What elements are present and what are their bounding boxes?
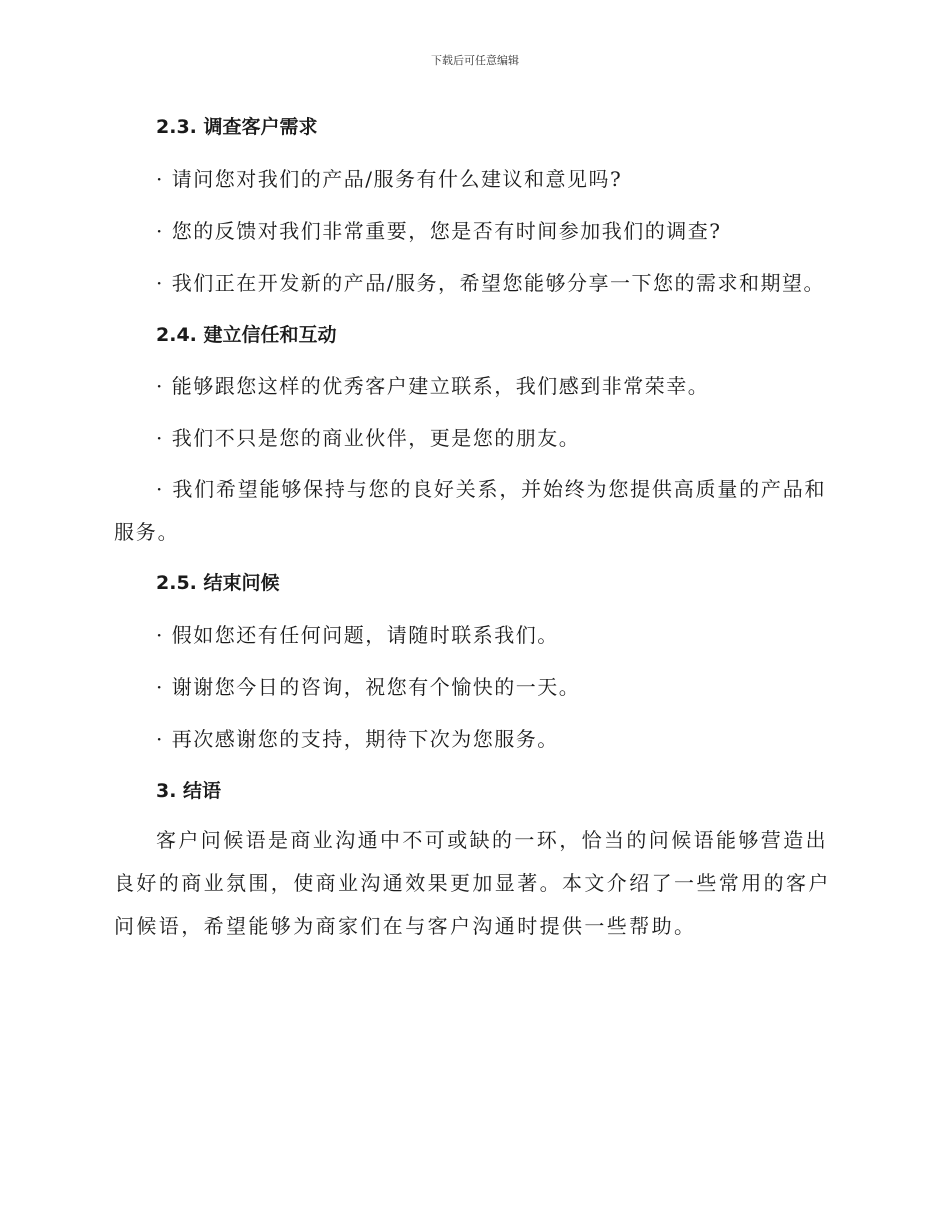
conclusion-paragraph: 客户问候语是商业沟通中不可或缺的一环，恰当的问候语能够营造出良好的商业氛围，使商业沟通效果更加显著。本文介绍了一些常用的客户问候语，希望能够为商家们在与客户沟通时提供一些帮助。: [114, 828, 831, 938]
bullet-item: · 能够跟您这样的优秀客户建立联系，我们感到非常荣幸。: [156, 374, 710, 398]
page-header-note: 下载后可任意编辑: [431, 54, 519, 67]
bullet-item: · 再次感谢您的支持，期待下次为您服务。: [156, 727, 559, 751]
bullet-item-wrapped: · 我们希望能够保持与您的良好关系，并始终为您提供高质量的产品和服务。: [114, 477, 827, 544]
bullet-item: · 您的反馈对我们非常重要，您是否有时间参加我们的调查?: [156, 219, 722, 243]
bullet-item: · 请问您对我们的产品/服务有什么建议和意见吗?: [156, 167, 623, 191]
section-heading-2-4: 2.4. 建立信任和互动: [156, 324, 337, 346]
section-heading-3: 3. 结语: [156, 780, 222, 802]
section-heading-2-3: 2.3. 调查客户需求: [156, 116, 318, 138]
bullet-item: · 我们不只是您的商业伙伴，更是您的朋友。: [156, 426, 581, 450]
section-heading-2-5: 2.5. 结束问候: [156, 572, 280, 594]
bullet-item: · 谢谢您今日的咨询，祝您有个愉快的一天。: [156, 675, 581, 699]
bullet-item: · 我们正在开发新的产品/服务，希望您能够分享一下您的需求和期望。: [156, 271, 825, 295]
bullet-item: · 假如您还有任何问题，请随时联系我们。: [156, 623, 559, 647]
